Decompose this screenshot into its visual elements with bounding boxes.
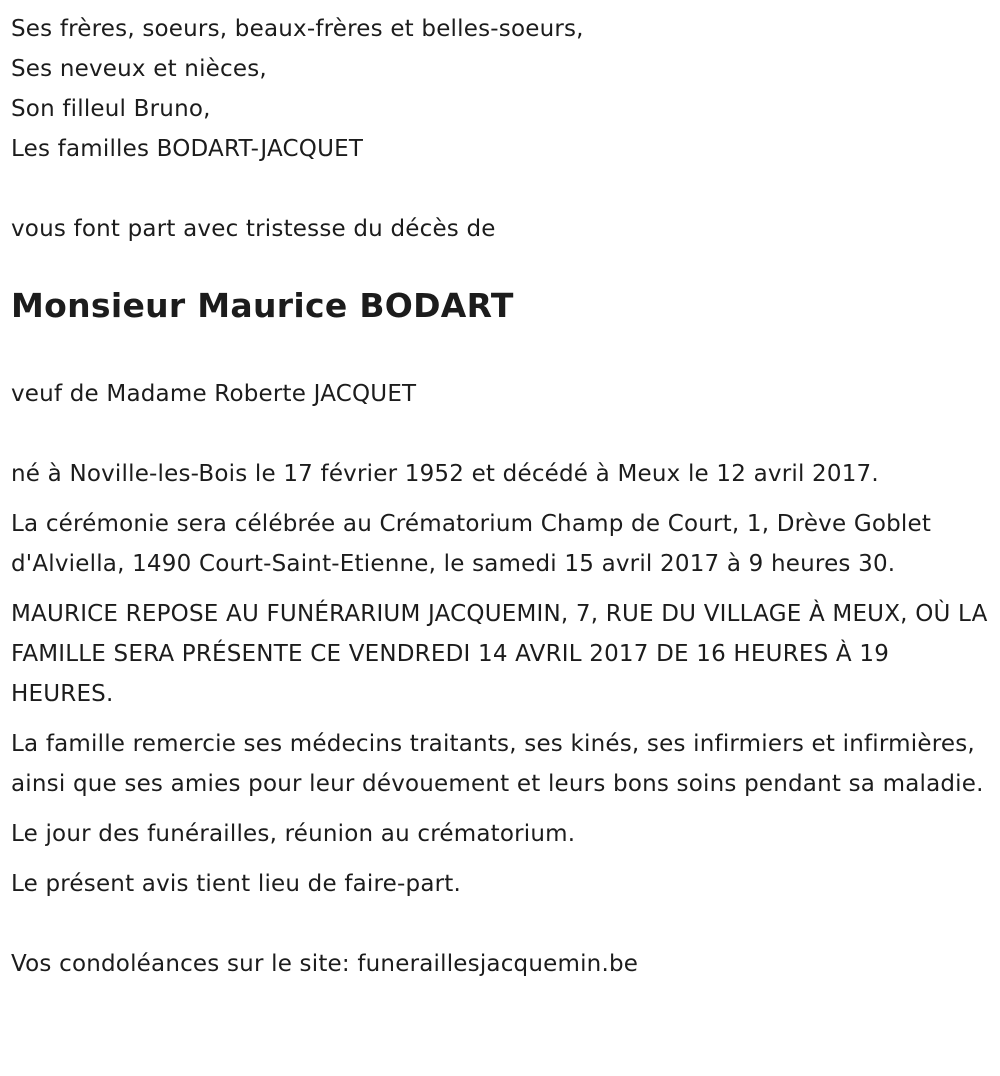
family-line-godson: Son filleul Bruno,	[11, 96, 211, 122]
spacer	[11, 326, 1000, 374]
spacer	[11, 414, 1000, 454]
spacer	[11, 169, 1000, 209]
notice-text: Le présent avis tient lieu de faire-part.	[11, 871, 462, 897]
repose-text: MAURICE REPOSE AU FUNÉRARIUM JACQUEMIN, 7, RUE DU VILLAGE À MEUX, OÙ LA FAMILLE SERA PRÉSENTE CE VENDREDI 14 AVRIL 2017 DE 16 HEURES À 19 HEURES.	[11, 601, 988, 707]
family-line-siblings: Ses frères, soeurs, beaux-frères et belles-soeurs,	[11, 16, 584, 42]
announcement-text: vous font part avec tristesse du décès de	[11, 216, 496, 242]
deceased-name: Monsieur Maurice BODART	[11, 286, 514, 325]
reunion-text: Le jour des funérailles, réunion au crématorium.	[11, 821, 576, 847]
ceremony-text: La cérémonie sera célébrée au Crématorium Champ de Court, 1, Drève Goblet d'Alviella, 1490 Court-Saint-Etienne, le samedi 15 avril 2017 à 9 heures 30.	[11, 511, 932, 577]
family-list	[11, 9, 1000, 169]
family-line-nephews: Ses neveux et nièces,	[11, 56, 267, 82]
family-line-families: Les familles BODART-JACQUET	[11, 136, 364, 162]
spacer	[11, 914, 1000, 944]
widower-of-text: veuf de Madame Roberte JACQUET	[11, 381, 417, 407]
birth-death-text: né à Noville-les-Bois le 17 février 1952 et décédé à Meux le 12 avril 2017.	[11, 461, 879, 487]
condolences-text: Vos condoléances sur le site: funeraillesjacquemin.be	[11, 951, 639, 977]
thanks-text: La famille remercie ses médecins traitants, ses kinés, ses infirmiers et infirmières, ainsi que ses amies pour leur dévouement et leurs bons soins pendant sa maladie.	[11, 731, 984, 797]
